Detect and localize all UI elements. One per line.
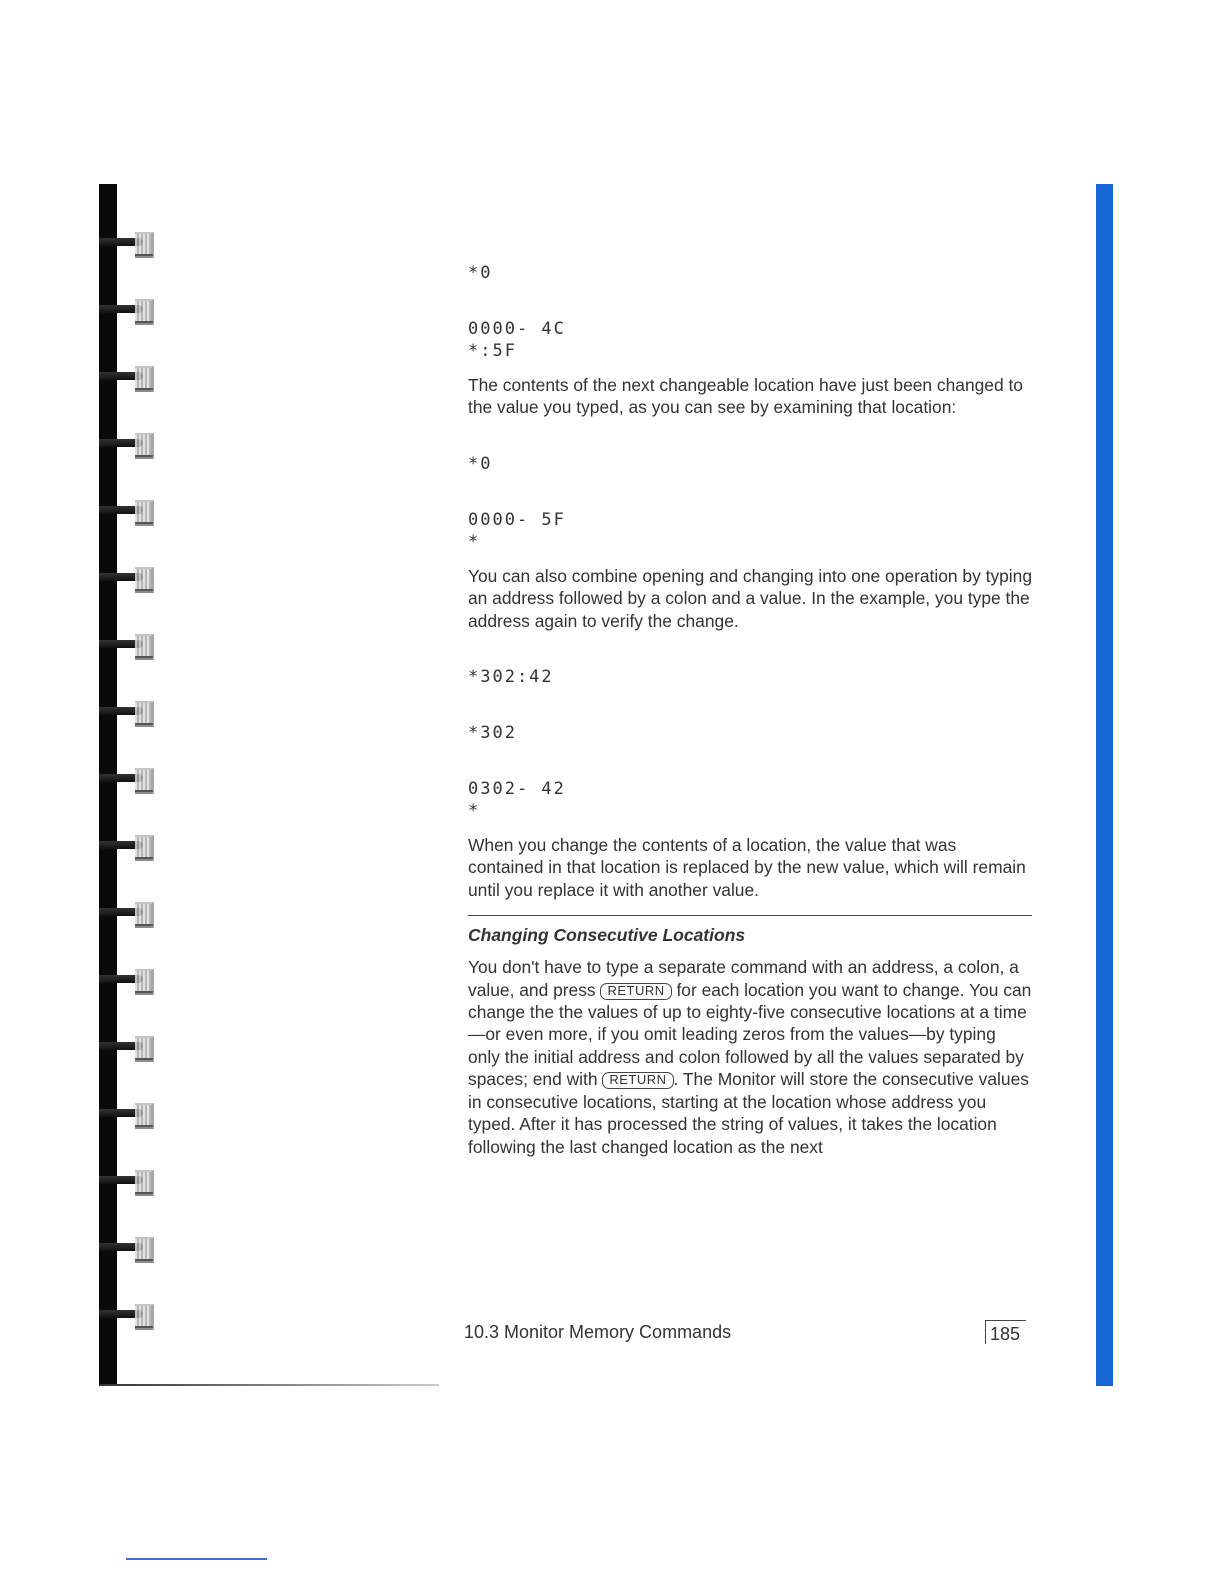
binding-ring xyxy=(99,697,159,727)
binding-ring xyxy=(99,1166,159,1196)
code-block xyxy=(468,318,1032,362)
page-bottom-edge xyxy=(99,1384,439,1386)
binding-ring xyxy=(99,1300,159,1330)
section-divider xyxy=(468,915,1032,916)
binding-ring xyxy=(99,630,159,660)
section-paragraph xyxy=(468,956,1032,1158)
block-1 xyxy=(468,318,1032,362)
binding-ring xyxy=(99,295,159,325)
binding-ring xyxy=(99,362,159,392)
code-line: 0302- 42 xyxy=(468,779,566,800)
binding-ring xyxy=(99,1099,159,1129)
block-8 xyxy=(468,778,1032,822)
binding-ring xyxy=(99,764,159,794)
code-line: *0 xyxy=(468,263,493,283)
block-7 xyxy=(468,722,1032,744)
binding-ring xyxy=(99,496,159,526)
code-block xyxy=(468,453,1032,475)
block-0 xyxy=(468,262,1032,284)
chapter-tab xyxy=(1096,184,1113,1386)
code-block xyxy=(468,722,1032,744)
binding-ring xyxy=(99,965,159,995)
text-span: You don't have to type a separate command with an address, a colon, a value, and press xyxy=(468,957,1019,1000)
binding-ring xyxy=(99,228,159,258)
block-6 xyxy=(468,666,1032,688)
code-line: * xyxy=(468,531,481,552)
code-line: * xyxy=(468,801,481,822)
page-content xyxy=(468,262,1032,1158)
code-block xyxy=(468,262,1032,284)
spiral-binding xyxy=(99,184,159,1386)
code-line: *302 xyxy=(468,723,517,744)
return-key-glyph: RETURN xyxy=(602,1072,673,1089)
paragraph: The contents of the next changeable location have just been changed to the value you typed, as you can see by examining that location: xyxy=(468,375,1023,418)
paragraph: When you change the contents of a location, the value that was contained in that location is replaced by the new value, which will remain until you replace it with another value. xyxy=(468,835,1026,900)
binding-ring xyxy=(99,429,159,459)
section-heading: Changing Consecutive Locations xyxy=(468,925,746,946)
code-line: *0 xyxy=(468,453,493,474)
text-span: . The Monitor will store the consecutive values in consecutive locations, starting at the location whose address you typed. After it has processed the string of values, it takes the location following the last changed location as the next xyxy=(468,1069,1029,1157)
binding-ring xyxy=(99,1032,159,1062)
code-block xyxy=(468,778,1032,822)
paragraph: You can also combine opening and changing into one operation by typing an address followed by a colon and a value. In the example, you type the address again to verify the change. xyxy=(468,565,1033,631)
binding-ring xyxy=(99,1233,159,1263)
footer-section-title: 10.3 Monitor Memory Commands xyxy=(464,1322,732,1342)
binding-ring xyxy=(99,831,159,861)
block-3 xyxy=(468,453,1032,475)
code-line: 0000- 5F xyxy=(468,509,566,530)
page-number: 185 xyxy=(985,1320,1026,1344)
code-block xyxy=(468,666,1032,688)
blue-rule xyxy=(126,1558,267,1560)
code-line: *302:42 xyxy=(468,667,554,688)
code-line: *:5F xyxy=(468,341,517,361)
binding-ring xyxy=(99,563,159,593)
code-line: 0000- 4C xyxy=(468,319,566,339)
text-span: for each location you want to change. You can change the the values of up to eighty-five consecutive locations at a time—or even more, if you omit leading zeros from the values—by typing only the initial address and colon followed by all the values separated by spaces; end with xyxy=(468,979,1032,1090)
binding-ring xyxy=(99,898,159,928)
block-4 xyxy=(468,509,1032,553)
code-block xyxy=(468,509,1032,553)
return-key-glyph: RETURN xyxy=(600,983,671,1000)
